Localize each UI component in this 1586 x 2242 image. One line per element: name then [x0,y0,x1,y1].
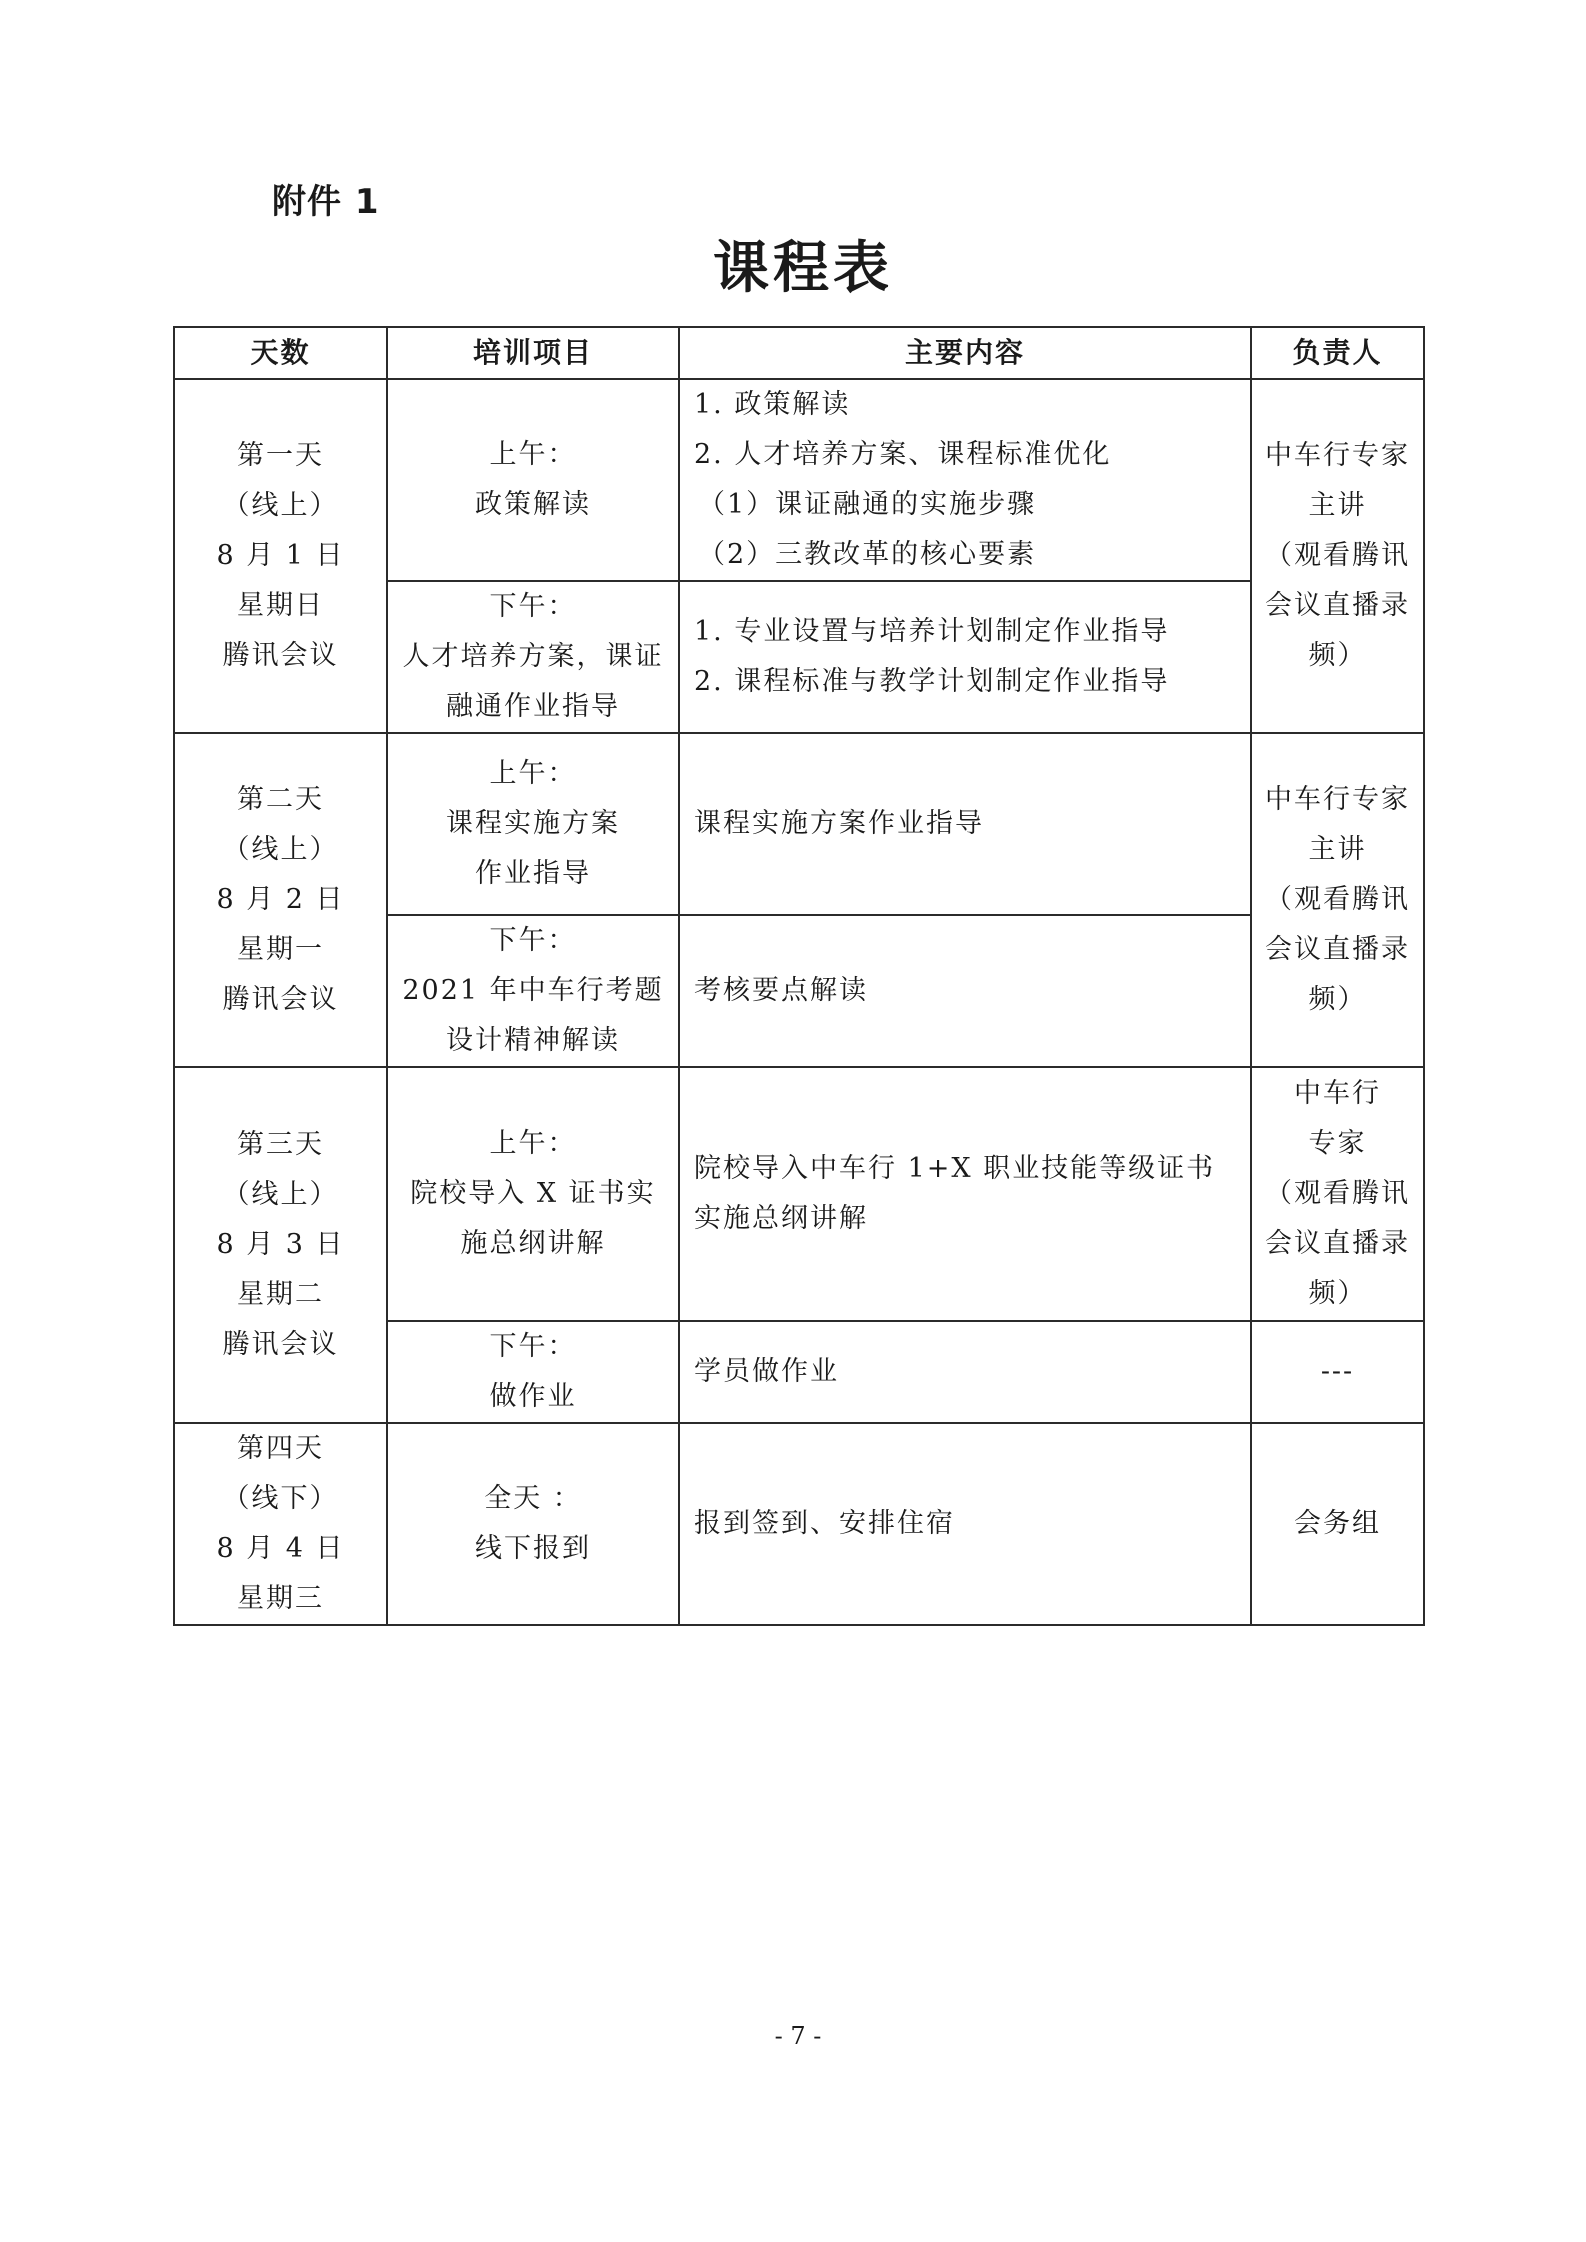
day-label: 第三天 [237,1129,324,1160]
day-platform: 腾讯会议 [222,640,339,671]
page-title: 课程表 [713,236,893,301]
main-content-cell [679,1321,1251,1423]
table-header-row [174,327,1424,379]
training-item-cell [387,1321,679,1423]
header-owner: 负责人 [1251,327,1424,379]
day-mode: （线上） [222,1179,339,1210]
owner-line: 专家 [1308,1128,1367,1159]
owner-cell [1251,379,1424,733]
session-time: 上午： [489,439,577,470]
owner-line: （观看腾讯 [1265,884,1410,915]
owner-line: 会议直播录 [1265,1228,1410,1259]
owner-line: 中车行 [1294,1078,1381,1109]
owner-cell [1251,1067,1424,1321]
session-time: 下午： [489,591,577,622]
table-row [174,1423,1424,1625]
content-line: 课程实施方案作业指导 [694,808,984,839]
session-topic: 政策解读 [475,489,591,520]
session-time: 上午： [489,1128,577,1159]
session-topic: 融通作业指导 [446,691,620,722]
table-row [174,379,1424,581]
content-line: 考核要点解读 [694,975,868,1006]
session-topic: 线下报到 [475,1533,591,1564]
day-weekday: 星期日 [237,590,324,621]
training-item-cell [387,379,679,581]
training-item-cell [387,581,679,733]
day-date: 8 月 4 日 [216,1533,345,1564]
owner-line: 频） [1308,640,1367,671]
day-mode: （线上） [222,490,339,521]
session-topic: 院校导入 X 证书实 [410,1178,656,1209]
day-cell [174,1423,387,1625]
training-item-cell [387,1067,679,1321]
owner-line: 会议直播录 [1265,590,1410,621]
table-row [174,1067,1424,1321]
day-cell [174,1067,387,1423]
owner-line: （观看腾讯 [1265,540,1410,571]
owner-cell [1251,1423,1424,1625]
owner-line: 会议直播录 [1265,934,1410,965]
day-date: 8 月 3 日 [216,1229,345,1260]
owner-line: 频） [1308,984,1367,1015]
page-number: - 7 - [774,2022,822,2050]
session-time: 下午： [489,925,577,956]
session-time: 上午： [489,758,577,789]
main-content-cell [679,733,1251,915]
owner-line: --- [1320,1356,1355,1387]
main-content-cell [679,1423,1251,1625]
content-line: 院校导入中车行 1+X 职业技能等级证书 [694,1153,1216,1184]
content-line: 实施总纲讲解 [694,1203,868,1234]
header-main-content: 主要内容 [679,327,1251,379]
main-content-cell [679,379,1251,581]
session-topic: 2021 年中车行考题 [402,975,664,1006]
day-label: 第二天 [237,784,324,815]
content-line: （1）课证融通的实施步骤 [698,489,1037,520]
day-cell [174,379,387,733]
session-topic: 作业指导 [475,858,591,889]
owner-line: 会务组 [1294,1508,1381,1539]
day-weekday: 星期一 [237,934,324,965]
content-line: 2. 人才培养方案、课程标准优化 [694,439,1112,470]
owner-line: 中车行专家 [1265,784,1410,815]
content-line: 报到签到、安排住宿 [694,1508,955,1539]
attachment-label: 附件 1 [272,182,380,222]
owner-cell [1251,1321,1424,1423]
training-item-cell [387,733,679,915]
content-line: 1. 专业设置与培养计划制定作业指导 [694,616,1170,647]
training-item-cell [387,1423,679,1625]
session-topic: 施总纲讲解 [460,1228,606,1259]
owner-line: 频） [1308,1278,1367,1309]
day-mode: （线下） [222,1483,339,1514]
training-item-cell [387,915,679,1067]
day-label: 第四天 [237,1433,324,1464]
header-days: 天数 [174,327,387,379]
owner-line: 主讲 [1308,834,1367,865]
day-weekday: 星期二 [237,1279,324,1310]
day-date: 8 月 1 日 [216,540,345,571]
day-mode: （线上） [222,834,339,865]
content-line: （2）三教改革的核心要素 [698,539,1037,570]
main-content-cell [679,1067,1251,1321]
day-platform: 腾讯会议 [222,1329,339,1360]
session-topic: 设计精神解读 [446,1025,620,1056]
content-line: 学员做作业 [694,1356,839,1387]
day-platform: 腾讯会议 [222,984,339,1015]
session-topic: 人才培养方案，课证 [402,641,664,672]
day-weekday: 星期三 [237,1583,324,1614]
day-date: 8 月 2 日 [216,884,345,915]
session-time: 全天 ： [484,1483,582,1514]
main-content-cell [679,915,1251,1067]
header-training-item: 培训项目 [387,327,679,379]
content-line: 1. 政策解读 [694,389,851,420]
day-label: 第一天 [237,440,324,471]
main-content-cell [679,581,1251,733]
table-row [174,733,1424,915]
day-cell [174,733,387,1067]
owner-line: 主讲 [1308,490,1367,521]
owner-line: 中车行专家 [1265,440,1410,471]
session-topic: 课程实施方案 [446,808,620,839]
content-line: 2. 课程标准与教学计划制定作业指导 [694,666,1170,697]
course-schedule-table [173,326,1425,1626]
owner-line: （观看腾讯 [1265,1178,1410,1209]
session-time: 下午： [489,1331,577,1362]
session-topic: 做作业 [489,1381,577,1412]
owner-cell [1251,733,1424,1067]
